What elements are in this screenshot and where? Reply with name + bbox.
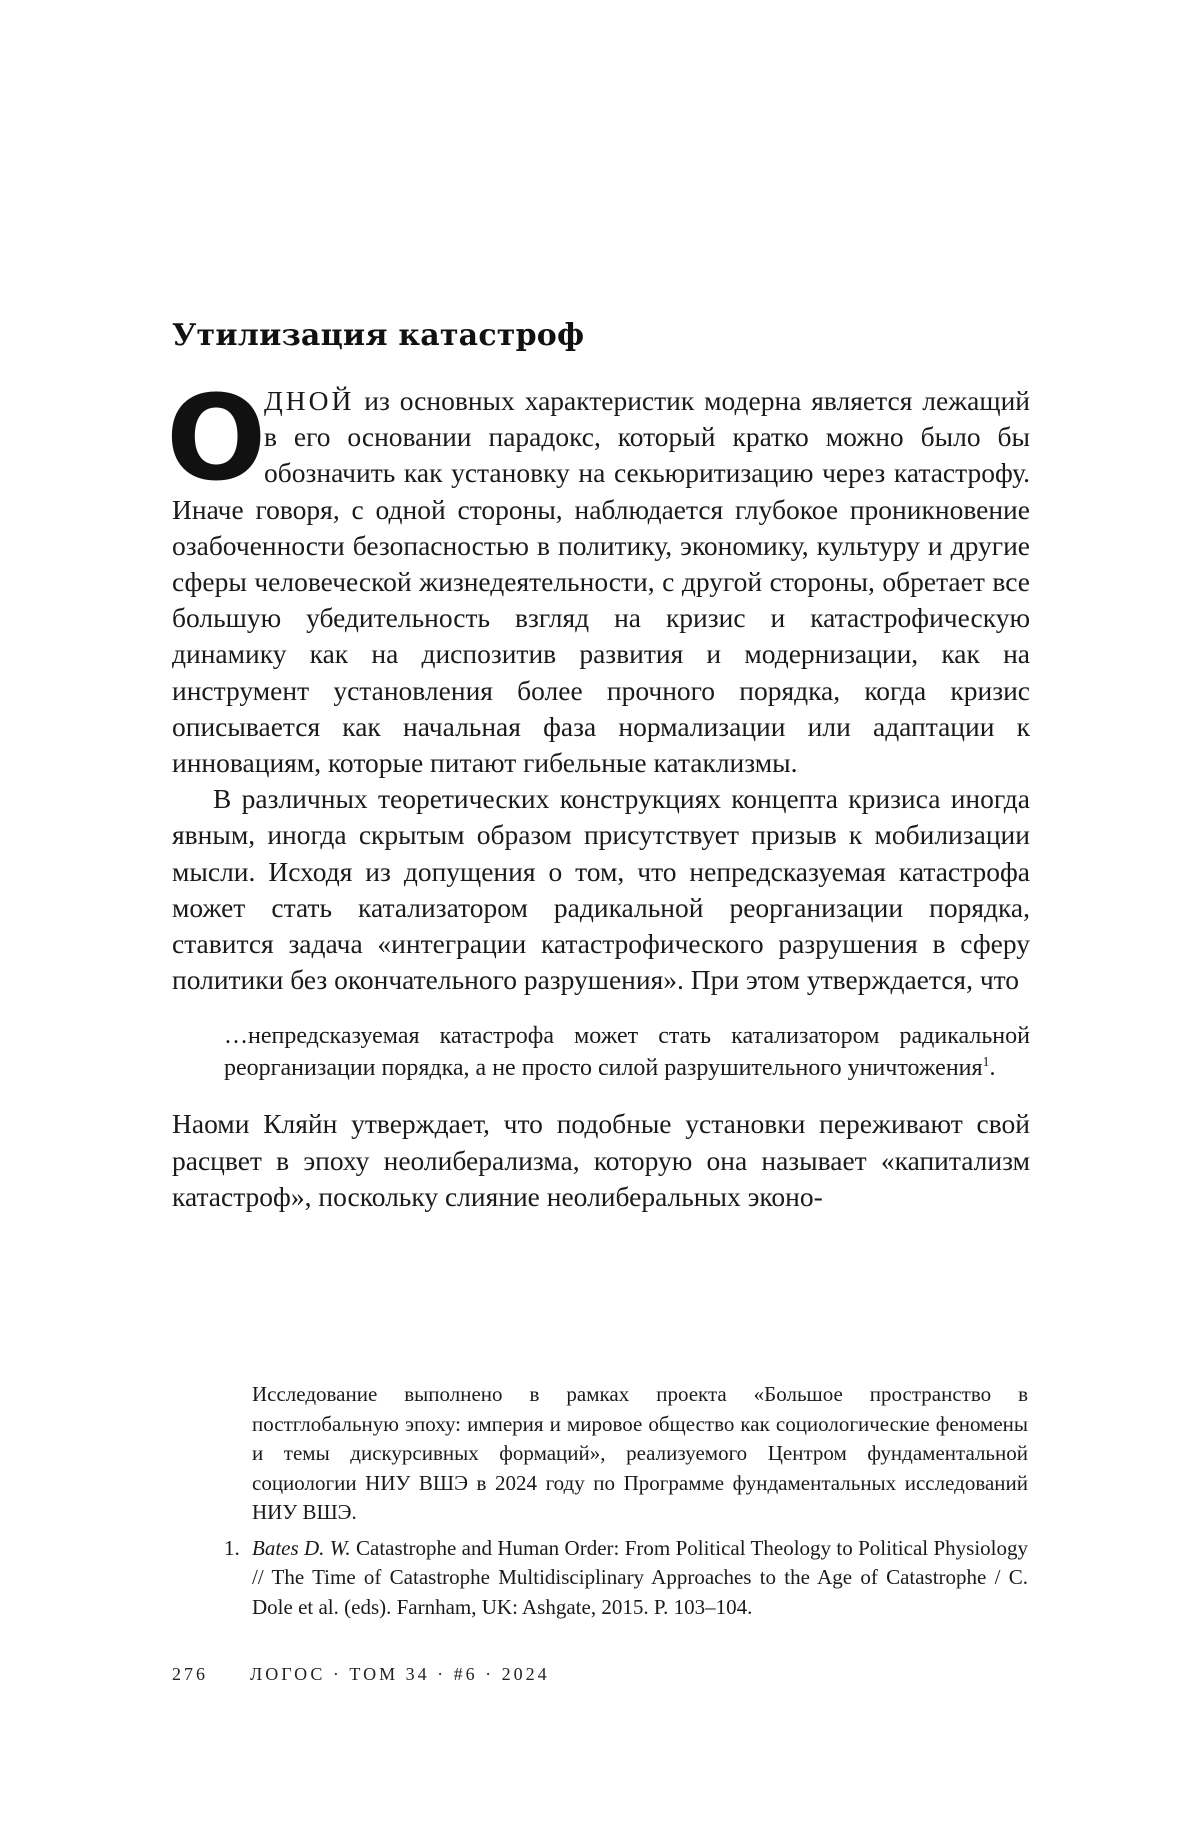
drop-cap: О bbox=[166, 369, 267, 507]
block-quote-end: . bbox=[989, 1055, 996, 1082]
acknowledgement-note: Исследование выполнено в рамках проекта «Большое пространство в постглобальную эпоху: империя и мировое общество как социологические феномены и темы дискурсивных формаций», реализуемого Центром фундаментальной социологии НИУ ВШЭ в 2024 году по Программе фундаментальных исследований НИУ ВШЭ. bbox=[252, 1382, 1028, 1524]
section-title: Утилизация катастроф bbox=[172, 318, 585, 353]
body-text bbox=[166, 369, 1030, 1215]
journal-info: ЛОГОС · ТОМ 34 · #6 · 2024 bbox=[250, 1664, 550, 1684]
paragraph-3: Наоми Кляйн утверждает, что подобные установки переживают свой расцвет в эпоху неолиберализма, которую она называет «капитализм катастроф», поскольку слияние неолиберальных эконо- bbox=[172, 1108, 1030, 1212]
paragraph-2: В различных теоретических конструкциях концепта кризиса иногда явным, иногда скрытым образом присутствует призыв к мобилизации мысли. Исходя из допущения о том, что непредсказуемая катастрофа может стать катализатором радикальной реорганизации порядка, ставится задача «интеграции катастрофического разрушения в сферу политики без окончательного разрушения». При этом утверждается, что bbox=[172, 783, 1030, 996]
paragraph-1-text: из основных характеристик модерна является лежащий в его основании парадокс, который кратко можно было бы обозначить как установку на секьюритизацию через катастрофу. Иначе говоря, с одной стороны, наблюдается глубокое проникновение озабоченности безопасностью в политику, экономику, культуру и другие сферы человеческой жизнедеятельности, с другой стороны, обретает все большую убедительность взгляд на кризис и катастрофическую динамику как на диспозитив развития и модернизации, как на инструмент установления более прочного порядка, когда кризис описывается как начальная фаза нормализации или адаптации к инновациям, которые питают гибельные катаклизмы. bbox=[172, 385, 1030, 779]
footnote-ref-1[interactable]: 1 bbox=[982, 1055, 990, 1071]
footnote-text: Catastrophe and Human Order: From Political Theology to Political Physiology // The Time of Catastrophe Multidisciplinary Approaches to the Age of Catastrophe / C. Dole et al. (eds). Farnham, UK: Ashgate, 2015. P. 103–104. bbox=[252, 1535, 1028, 1619]
page-number: 276 bbox=[172, 1664, 208, 1684]
footnote-author: Bates D. W. bbox=[252, 1535, 351, 1560]
block-quote-text: …непредсказуемая катастрофа может стать катализатором радикальной реорганизации порядка, а не просто силой разрушительного уничтожения bbox=[224, 1023, 1030, 1082]
first-word: ДНОЙ bbox=[264, 385, 355, 416]
block-quote bbox=[224, 1020, 1030, 1084]
notes-section bbox=[224, 1380, 1028, 1622]
drop-cap-box bbox=[166, 369, 267, 507]
paragraph-1 bbox=[166, 369, 1030, 781]
page-footer bbox=[172, 1664, 550, 1685]
footnote-number: 1. bbox=[224, 1535, 240, 1560]
footnote-1 bbox=[224, 1534, 1028, 1623]
